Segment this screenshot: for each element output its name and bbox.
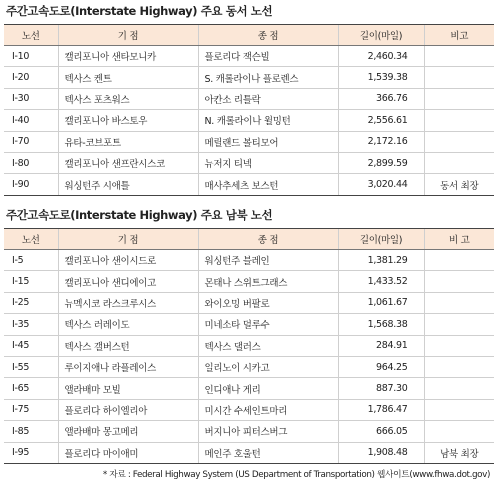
start-cell: 뉴멕시코 라스크루시스 xyxy=(58,292,198,313)
table-row xyxy=(4,356,494,377)
end-cell: 워싱턴주 블레인 xyxy=(198,250,338,271)
header-end: 종 점 xyxy=(198,25,338,46)
route-cell: I-5 xyxy=(4,250,58,271)
length-cell: 366.76 xyxy=(338,88,424,109)
note-cell xyxy=(424,271,494,292)
table-header-row xyxy=(4,229,494,250)
start-cell: 앨라배마 몽고메리 xyxy=(58,421,198,442)
end-cell: 아칸소 리틀락 xyxy=(198,88,338,109)
note-cell xyxy=(424,335,494,356)
start-cell: 캘리포니아 샌프란시스코 xyxy=(58,152,198,173)
start-cell: 플로리다 마이애미 xyxy=(58,442,198,463)
start-cell: 텍사스 갤버스턴 xyxy=(58,335,198,356)
note-cell xyxy=(424,131,494,152)
end-cell: 매사추세츠 보스턴 xyxy=(198,174,338,195)
end-cell: 메인주 호울턴 xyxy=(198,442,338,463)
end-cell: 일리노이 시카고 xyxy=(198,356,338,377)
table-row xyxy=(4,67,494,88)
length-cell: 2,460.34 xyxy=(338,46,424,67)
start-cell: 캘리포니아 샌타모니카 xyxy=(58,46,198,67)
north-south-routes-table xyxy=(4,228,494,464)
route-cell: I-35 xyxy=(4,314,58,335)
start-cell: 캘리포니아 바스토우 xyxy=(58,110,198,131)
start-cell: 앨라배마 모빌 xyxy=(58,378,198,399)
length-cell: 3,020.44 xyxy=(338,174,424,195)
length-cell: 666.05 xyxy=(338,421,424,442)
route-cell: I-75 xyxy=(4,399,58,420)
header-start: 기 점 xyxy=(58,25,198,46)
length-cell: 964.25 xyxy=(338,356,424,377)
route-cell: I-65 xyxy=(4,378,58,399)
end-cell: 와이오밍 버팔로 xyxy=(198,292,338,313)
length-cell: 1,433.52 xyxy=(338,271,424,292)
start-cell: 캘리포니아 샌디에이고 xyxy=(58,271,198,292)
route-cell: I-40 xyxy=(4,110,58,131)
table-row xyxy=(4,250,494,271)
route-cell: I-80 xyxy=(4,152,58,173)
header-length: 길이(마일) xyxy=(338,229,424,250)
header-length: 길이(마일) xyxy=(338,25,424,46)
note-cell xyxy=(424,314,494,335)
end-cell: S. 캐롤라이나 플로렌스 xyxy=(198,67,338,88)
start-cell: 텍사스 켄트 xyxy=(58,67,198,88)
start-cell: 캘리포니아 샌이시드로 xyxy=(58,250,198,271)
note-cell xyxy=(424,88,494,109)
end-cell: 몬태나 스위트그래스 xyxy=(198,271,338,292)
route-cell: I-45 xyxy=(4,335,58,356)
table-row xyxy=(4,292,494,313)
length-cell: 1,568.38 xyxy=(338,314,424,335)
end-cell: 인디애나 게리 xyxy=(198,378,338,399)
table-row xyxy=(4,378,494,399)
source-footnote: * 자료 : Federal Highway System (US Department of Transportation) 웹사이트(www.fhwa.dot.gov) xyxy=(102,470,490,480)
table-row xyxy=(4,335,494,356)
table-row xyxy=(4,131,494,152)
note-cell xyxy=(424,46,494,67)
note-cell xyxy=(424,152,494,173)
route-cell: I-95 xyxy=(4,442,58,463)
header-end: 종 점 xyxy=(198,229,338,250)
route-cell: I-20 xyxy=(4,67,58,88)
route-cell: I-15 xyxy=(4,271,58,292)
end-cell: 메릴랜드 볼티모어 xyxy=(198,131,338,152)
route-cell: I-30 xyxy=(4,88,58,109)
end-cell: 뉴저지 티넥 xyxy=(198,152,338,173)
end-cell: 텍사스 댈러스 xyxy=(198,335,338,356)
note-cell xyxy=(424,356,494,377)
route-cell: I-55 xyxy=(4,356,58,377)
length-cell: 1,381.29 xyxy=(338,250,424,271)
length-cell: 1,786.47 xyxy=(338,399,424,420)
start-cell: 루이지애나 라플레이스 xyxy=(58,356,198,377)
note-cell xyxy=(424,110,494,131)
table-row xyxy=(4,421,494,442)
start-cell: 플로리다 하이엘리아 xyxy=(58,399,198,420)
length-cell: 887.30 xyxy=(338,378,424,399)
section-title-north-south: 주간고속도로(Interstate Highway) 주요 남북 노선 xyxy=(6,208,273,222)
end-cell: 미네소타 덜루수 xyxy=(198,314,338,335)
note-cell xyxy=(424,378,494,399)
table-row xyxy=(4,174,494,195)
table-row xyxy=(4,271,494,292)
route-cell: I-10 xyxy=(4,46,58,67)
route-cell: I-70 xyxy=(4,131,58,152)
length-cell: 284.91 xyxy=(338,335,424,356)
header-note: 비고 xyxy=(424,25,494,46)
length-cell: 1,061.67 xyxy=(338,292,424,313)
end-cell: 버지니아 피터스버그 xyxy=(198,421,338,442)
end-cell: N. 캐롤라이나 윌밍턴 xyxy=(198,110,338,131)
section-title-east-west: 주간고속도로(Interstate Highway) 주요 동서 노선 xyxy=(6,4,273,18)
length-cell: 2,556.61 xyxy=(338,110,424,131)
end-cell: 플로리다 잭슨빌 xyxy=(198,46,338,67)
header-route: 노선 xyxy=(4,25,58,46)
header-start: 기 점 xyxy=(58,229,198,250)
note-cell xyxy=(424,250,494,271)
route-cell: I-85 xyxy=(4,421,58,442)
length-cell: 1,908.48 xyxy=(338,442,424,463)
start-cell: 텍사스 러레이도 xyxy=(58,314,198,335)
start-cell: 텍사스 포츠워스 xyxy=(58,88,198,109)
header-note: 비 고 xyxy=(424,229,494,250)
table-row xyxy=(4,152,494,173)
end-cell: 미시간 수세인트마리 xyxy=(198,399,338,420)
note-cell xyxy=(424,399,494,420)
route-cell: I-90 xyxy=(4,174,58,195)
table-row xyxy=(4,46,494,67)
note-cell xyxy=(424,421,494,442)
note-cell: 동서 최장 xyxy=(424,174,494,195)
route-cell: I-25 xyxy=(4,292,58,313)
table-header-row xyxy=(4,25,494,46)
table-row xyxy=(4,442,494,463)
length-cell: 2,899.59 xyxy=(338,152,424,173)
note-cell xyxy=(424,292,494,313)
start-cell: 유타-코브포트 xyxy=(58,131,198,152)
start-cell: 워싱턴주 시애틀 xyxy=(58,174,198,195)
table-row xyxy=(4,399,494,420)
table-row xyxy=(4,110,494,131)
table-row xyxy=(4,314,494,335)
note-cell xyxy=(424,67,494,88)
note-cell: 남북 최장 xyxy=(424,442,494,463)
length-cell: 1,539.38 xyxy=(338,67,424,88)
east-west-routes-table xyxy=(4,24,494,196)
length-cell: 2,172.16 xyxy=(338,131,424,152)
header-route: 노선 xyxy=(4,229,58,250)
table-row xyxy=(4,88,494,109)
